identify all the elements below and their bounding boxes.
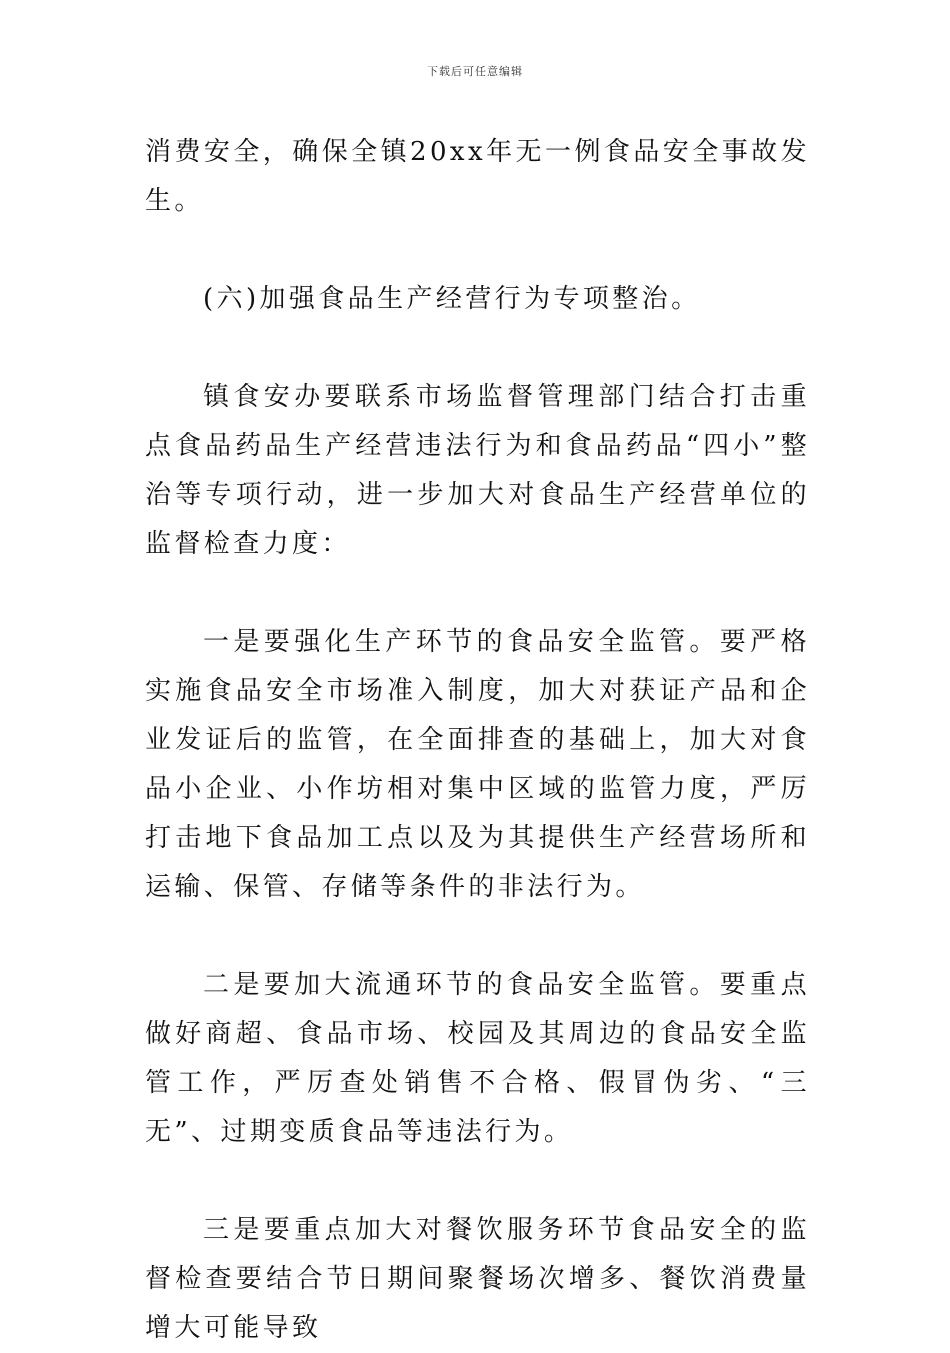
paragraph-gap bbox=[145, 912, 810, 961]
paragraph-1: 消费安全，确保全镇20xx年无一例食品安全事故发生。 bbox=[145, 137, 810, 216]
paragraph-6: 三是要重点加大对餐饮服务环节食品安全的监督检查要结合节日期间聚餐场次增多、餐饮消费量增大可能导致 bbox=[145, 1215, 810, 1343]
paragraph-5: 二是要加大流通环节的食品安全监管。要重点做好商超、食品市场、校园及其周边的食品安全监管工作，严厉查处销售不合格、假冒伪劣、“三无”、过期变质食品等违法行为。 bbox=[145, 970, 810, 1147]
paragraph-gap bbox=[145, 226, 810, 275]
paragraph-gap bbox=[145, 324, 810, 373]
document-body bbox=[145, 128, 810, 1353]
paragraph-gap bbox=[145, 1157, 810, 1206]
page-header-note: 下载后可任意编辑 bbox=[427, 65, 523, 78]
paragraph-2-heading: (六)加强食品生产经营行为专项整治。 bbox=[203, 284, 701, 314]
paragraph-gap bbox=[145, 569, 810, 618]
paragraph-4: 一是要强化生产环节的食品安全监管。要严格实施食品安全市场准入制度，加大对获证产品和企业发证后的监管，在全面排查的基础上，加大对食品小企业、小作坊相对集中区域的监管力度，严厉打击地下食品加工点以及为其提供生产经营场所和运输、保管、存储等条件的非法行为。 bbox=[145, 627, 810, 902]
paragraph-3: 镇食安办要联系市场监督管理部门结合打击重点食品药品生产经营违法行为和食品药品“四小”整治等专项行动，进一步加大对食品生产经营单位的监督检查力度： bbox=[145, 382, 810, 559]
